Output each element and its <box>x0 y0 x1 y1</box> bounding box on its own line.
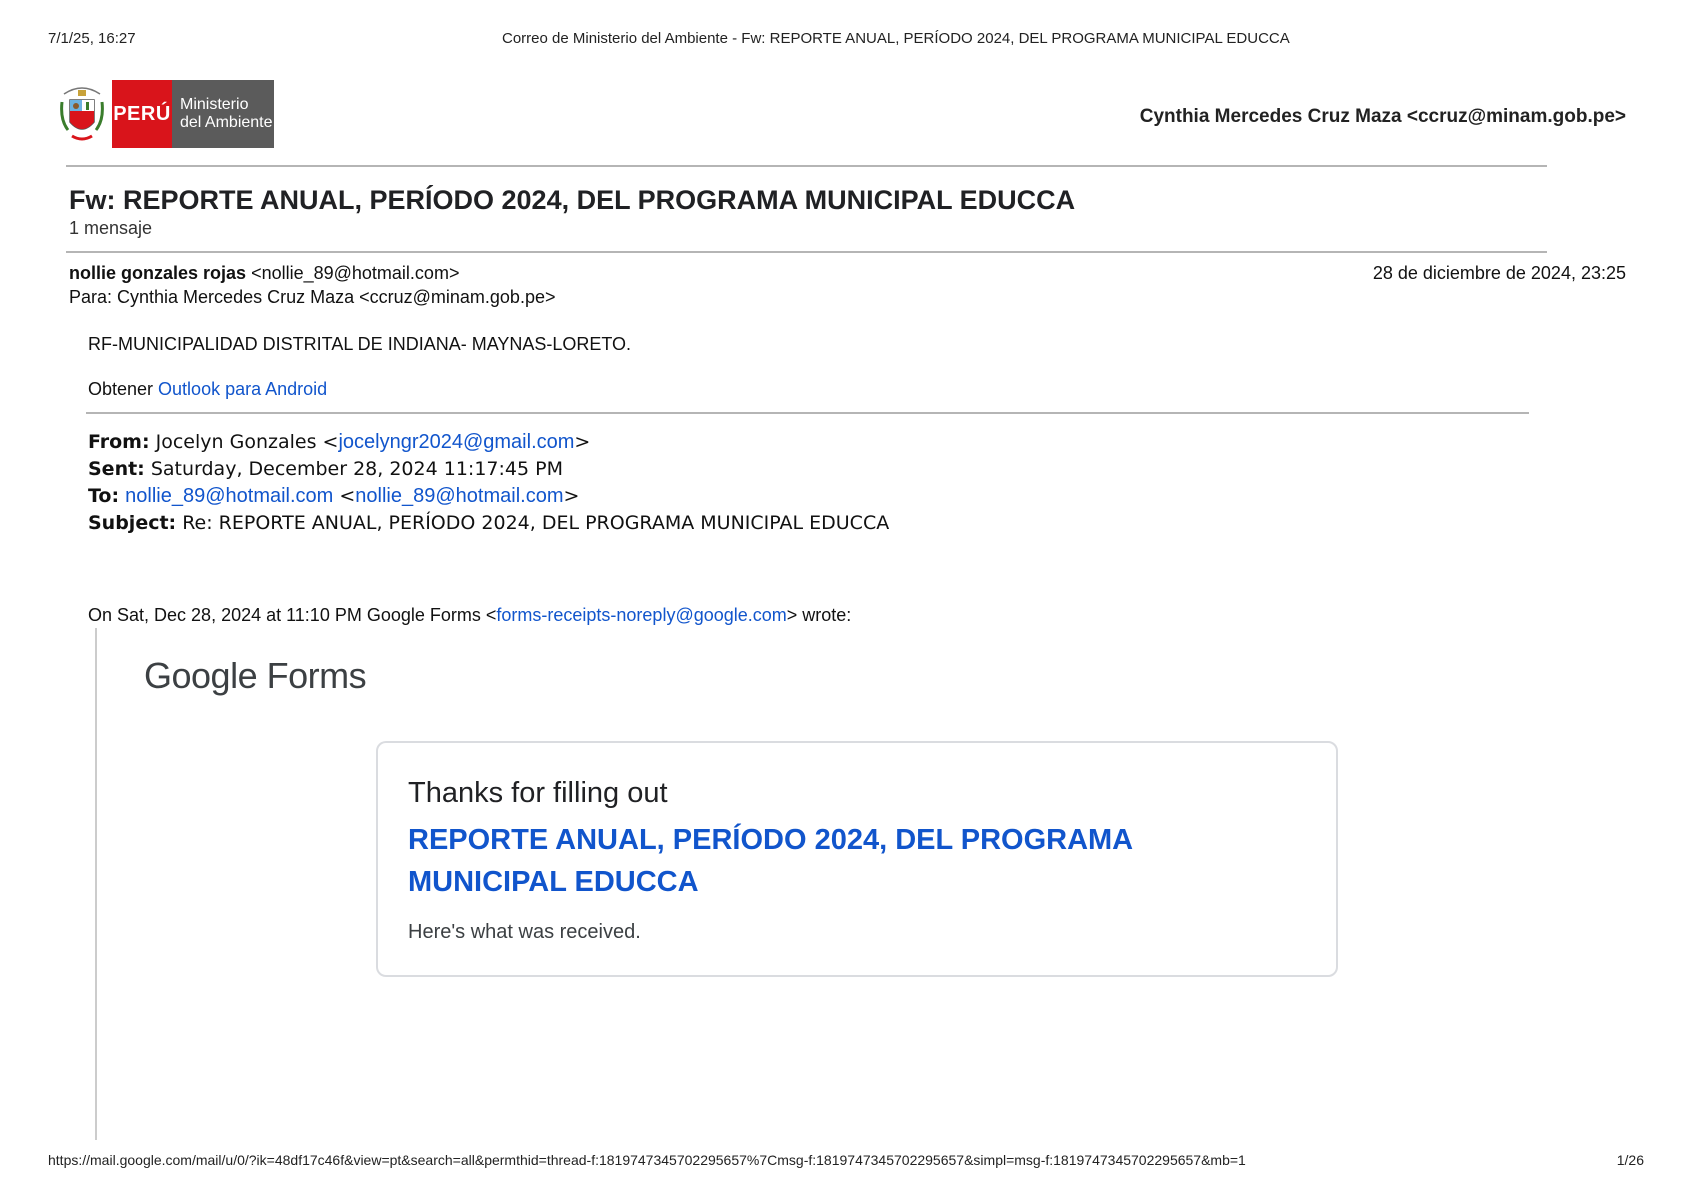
ministry-line2: del Ambiente <box>180 114 273 131</box>
fwd-from-close: > <box>574 431 591 453</box>
google-wordmark: Google <box>144 655 258 696</box>
divider-forward <box>86 412 1529 414</box>
card-form-title-link[interactable]: REPORTE ANUAL, PERÍODO 2024, DEL PROGRAMA MUNICIPAL EDUCCA <box>408 824 1133 898</box>
print-datetime: 7/1/25, 16:27 <box>48 30 136 47</box>
sender-name: nollie gonzales rojas <box>69 263 247 283</box>
fwd-from-name: Jocelyn Gonzales < <box>149 431 339 453</box>
ministry-line1: Ministerio <box>180 96 249 113</box>
fwd-to-close: > <box>563 485 580 507</box>
sender-email: <nollie_89@hotmail.com> <box>251 263 460 283</box>
recipient-line: Para: Cynthia Mercedes Cruz Maza <ccruz@minam.gob.pe> <box>69 287 556 307</box>
outlook-android-link[interactable]: Outlook para Android <box>158 379 328 399</box>
message-date: 28 de diciembre de 2024, 23:25 <box>1372 263 1626 283</box>
fwd-sent-label: Sent: <box>88 458 145 480</box>
quote-bar <box>95 628 97 1140</box>
quote-intro-suffix: > wrote: <box>786 605 852 625</box>
fwd-sent-line <box>88 458 563 480</box>
fwd-from-label: From: <box>88 431 150 453</box>
forms-wordmark: Forms <box>257 655 367 696</box>
print-footer-page: 1/26 <box>1616 1152 1644 1168</box>
forms-receipts-email-link[interactable]: forms-receipts-noreply@google.com <box>496 605 787 625</box>
message-body-line: RF-MUNICIPALIDAD DISTRITAL DE INDIANA- MAYNAS-LORETO. <box>88 334 632 354</box>
account-name: Cynthia Mercedes Cruz Maza <ccruz@minam.gob.pe> <box>1139 106 1626 127</box>
fwd-to-mid: < <box>333 485 356 507</box>
peru-label: PERÚ <box>112 80 172 148</box>
minam-logo <box>58 80 274 148</box>
card-received-text: Here's what was received. <box>408 921 641 943</box>
message-count: 1 mensaje <box>69 218 153 238</box>
peru-coat-of-arms-icon <box>58 80 106 148</box>
card-thanks-text: Thanks for filling out <box>408 777 668 809</box>
fwd-from-email-link[interactable]: jocelyngr2024@gmail.com <box>338 431 575 453</box>
quote-intro <box>88 605 851 626</box>
fwd-subject-line <box>88 512 889 534</box>
fwd-subject-value: Re: REPORTE ANUAL, PERÍODO 2024, DEL PROGRAMA MUNICIPAL EDUCCA <box>176 512 890 534</box>
fwd-to-email-link[interactable]: nollie_89@hotmail.com <box>125 485 334 507</box>
divider-top <box>66 165 1547 167</box>
sender-line <box>69 263 459 284</box>
print-title: Correo de Ministerio del Ambiente - Fw: REPORTE ANUAL, PERÍODO 2024, DEL PROGRAMA MUNICIPAL EDUCCA <box>502 30 1290 47</box>
fwd-to-label: To: <box>88 485 120 507</box>
fwd-to-email-link-2[interactable]: nollie_89@hotmail.com <box>355 485 564 507</box>
google-forms-logo <box>144 655 366 697</box>
thread-subject: Fw: REPORTE ANUAL, PERÍODO 2024, DEL PROGRAMA MUNICIPAL EDUCCA <box>69 185 1076 215</box>
fwd-subject-label: Subject: <box>88 512 177 534</box>
fwd-to-line <box>88 485 579 508</box>
fwd-from-line <box>88 431 590 454</box>
form-receipt-card <box>376 741 1338 977</box>
fwd-sent-value: Saturday, December 28, 2024 11:17:45 PM <box>144 458 563 480</box>
ministry-label <box>172 80 274 148</box>
outlook-line <box>88 379 327 400</box>
outlook-prefix: Obtener <box>88 379 159 399</box>
divider-thread <box>66 251 1547 253</box>
quote-intro-prefix: On Sat, Dec 28, 2024 at 11:10 PM Google Forms < <box>88 605 497 625</box>
print-footer-url: https://mail.google.com/mail/u/0/?ik=48df17c46f&view=pt&search=all&permthid=thread-f:1819747345702295657%7Cmsg-f:1819747345702295657&simpl=msg-f:1819747345702295657&mb=1 <box>48 1152 1246 1168</box>
